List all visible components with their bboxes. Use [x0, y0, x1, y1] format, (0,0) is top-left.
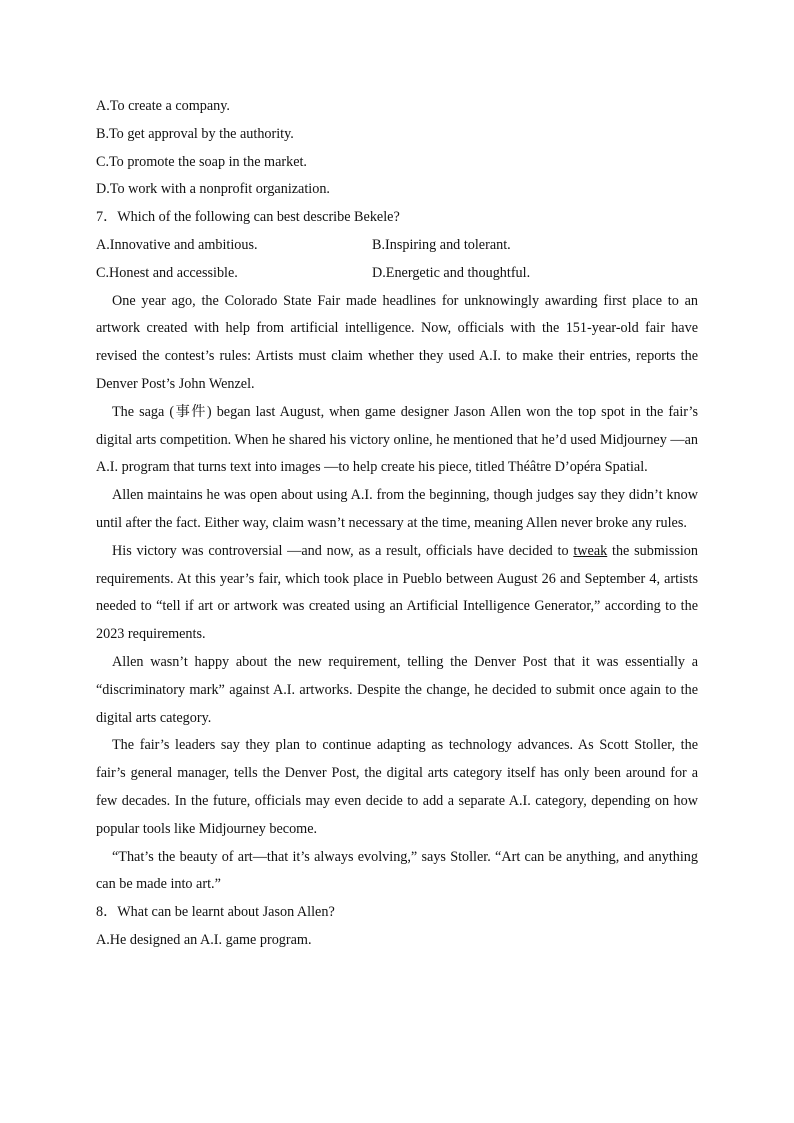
q6-option-b: B.To get approval by the authority. — [96, 125, 294, 142]
q8-option-a: A.He designed an A.I. game program. — [96, 931, 312, 948]
q7-options-row-1 — [96, 232, 698, 260]
q7-option-c: C.Honest and accessible. — [96, 264, 238, 281]
q6-option-c: C.To promote the soap in the market. — [96, 153, 307, 170]
document-page — [96, 93, 698, 955]
passage-paragraph-4: His victory was controversial —and now, as a result, officials have decided to tweak the submission requirements. At this year’s fair, which took place in Pueblo between August 26 and September 4, artists needed to “tell if art or artwork was created using an Artificial Intelligence Generator,” according to the 2023 requirements. — [96, 542, 698, 643]
q7-option-a: A.Innovative and ambitious. — [96, 236, 258, 253]
q6-option-d: D.To work with a nonprofit organization. — [96, 181, 330, 198]
q6-option-a: A.To create a company. — [96, 98, 230, 114]
passage-paragraph-2: The saga (事件) began last August, when game designer Jason Allen won the top spot in the fair’s digital arts competition. When he shared his victory online, he mentioned that he’d used Midjourney —an A.I. program that turns text into images —to help create his piece, titled Théâtre D’opéra Spatial. — [96, 403, 698, 476]
passage-paragraph-3: Allen maintains he was open about using A.I. from the beginning, though judges say they didn’t know until after the fact. Either way, claim wasn’t necessary at the time, meaning Allen never broke any rules. — [96, 487, 698, 531]
passage-paragraph-1: One year ago, the Colorado State Fair made headlines for unknowingly awarding first place to an artwork created with help from artificial intelligence. Now, officials with the 151-year-old fair have revised the contest’s rules: Artists must claim whether they used A.I. to make their entries, reports the Denver Post’s John Wenzel. — [96, 292, 698, 392]
q7-options-row-2 — [96, 260, 698, 288]
passage-paragraph-7: “That’s the beauty of art—that it’s always evolving,” says Stoller. “Art can be anything, and anything can be made into art.” — [96, 848, 698, 893]
passage-paragraph-6: The fair’s leaders say they plan to continue adapting as technology advances. As Scott Stoller, the fair’s general manager, tells the Denver Post, the digital arts category itself has only been around for a few decades. In the future, officials may even decide to add a separate A.I. category, depending on how popular tools like Midjourney become. — [96, 737, 698, 837]
q7-question: 7．Which of the following can best describe Bekele? — [96, 209, 400, 226]
q8-question: 8．What can be learnt about Jason Allen? — [96, 904, 335, 921]
passage-paragraph-5: Allen wasn’t happy about the new requirement, telling the Denver Post that it was essentially a “discriminatory mark” against A.I. artworks. Despite the change, he decided to submit once again to the digital arts category. — [96, 653, 698, 726]
q7-option-d: D.Energetic and thoughtful. — [372, 264, 531, 281]
underlined-word-tweak: tweak — [573, 542, 608, 559]
q7-option-b: B.Inspiring and tolerant. — [372, 236, 511, 253]
